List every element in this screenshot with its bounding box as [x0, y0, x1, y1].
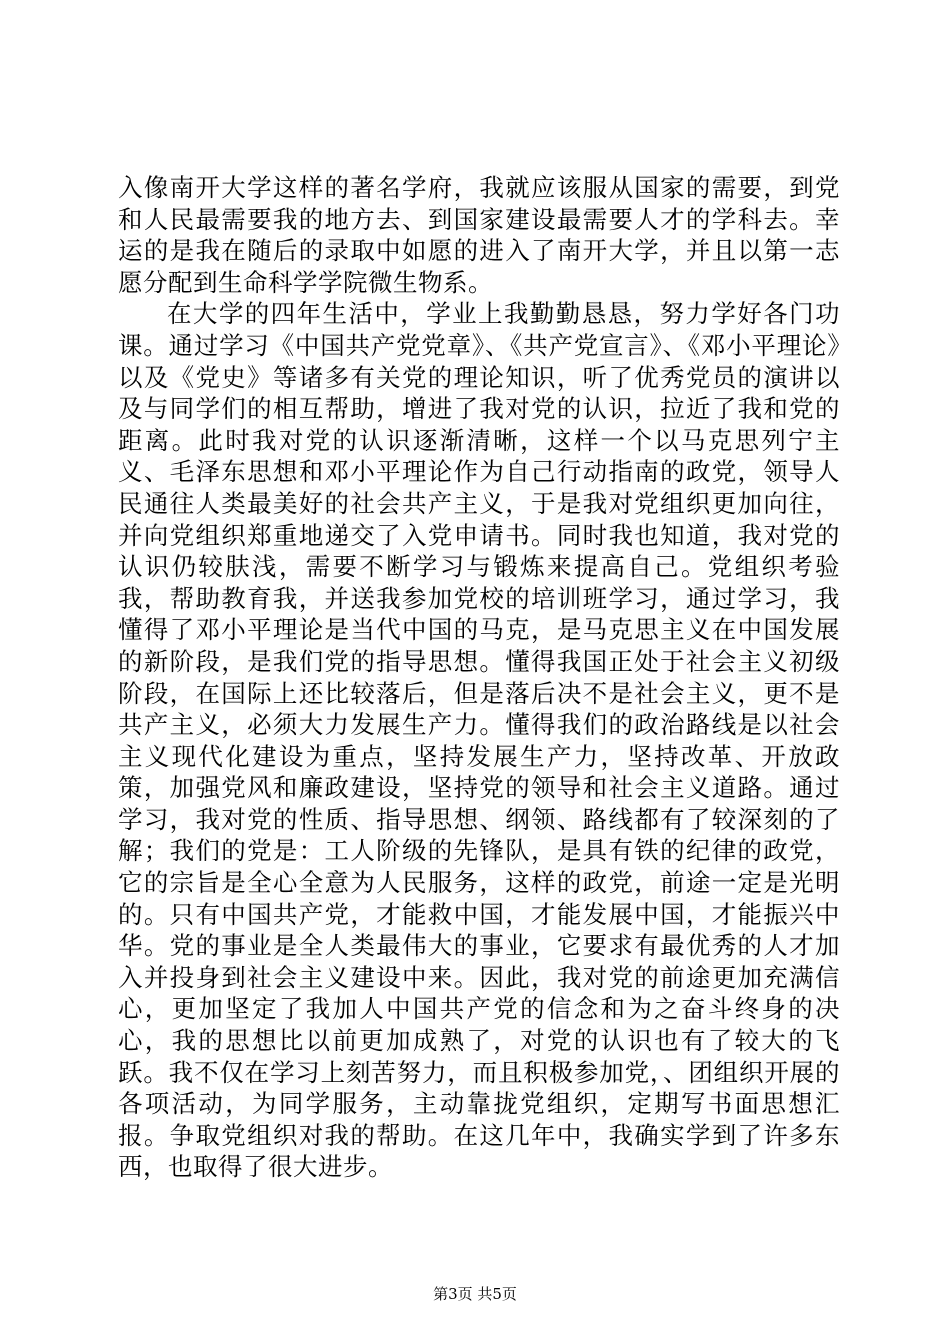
body-text: [118, 172, 840, 1183]
paragraph-university-life: 在大学的四年生活中，学业上我勤勤恳恳，努力学好各门功课。通过学习《中国共产党党章》、《共产党宣言》、《邓小平理论》以及《党史》等诸多有关党的理论知识，听了优秀党员的演讲以及与同学们的相互帮助，增进了我对党的认识，拉近了我和党的距离。此时我对党的认识逐渐清晰，这样一个以马克思列宁主义、毛泽东思想和邓小平理论作为自己行动指南的政党，领导人民通往人类最美好的社会共产主义，于是我对党组织更加向往，并向党组织郑重地递交了入党申请书。同时我也知道，我对党的认识仍较肤浅，需要不断学习与锻炼来提高自己。党组织考验我，帮助教育我，并送我参加党校的培训班学习，通过学习，我懂得了邓小平理论是当代中国的马克，是马克思主义在中国发展的新阶段，是我们党的指导思想。懂得我国正处于社会主义初级阶段，在国际上还比较落后，但是落后决不是社会主义，更不是共产主义，必须大力发展生产力。懂得我们的政治路线是以社会主义现代化建设为重点，坚持发展生产力，坚持改革、开放政策，加强党风和廉政建设，坚持党的领导和社会主义道路。通过学习，我对党的性质、指导思想、纲领、路线都有了较深刻的了解；我们的党是：工人阶级的先锋队，是具有铁的纪律的政党，它的宗旨是全心全意为人民服务，这样的政党，前途一定是光明的。只有中国共产党，才能救中国，才能发展中国，才能振兴中华。党的事业是全人类最伟大的事业，它要求有最优秀的人才加入并投身到社会主义建设中来。因此，我对党的前途更加充满信心，更加坚定了我加人中国共产党的信念和为之奋斗终身的决心，我的思想比以前更加成熟了，对党的认识也有了较大的飞跃。我不仅在学习上刻苦努力，而且积极参加党，、团组织开展的各项活动，为同学服务，主动靠拢党组织，定期写书面思想汇报。争取党组织对我的帮助。在这几年中，我确实学到了许多东西，也取得了很大进步。: [118, 299, 840, 1182]
paragraph-continuation: 入像南开大学这样的著名学府，我就应该服从国家的需要，到党和人民最需要我的地方去、到国家建设最需要人才的学科去。幸运的是我在随后的录取中如愿的进入了南开大学，并且以第一志愿分配到生命科学学院微生物系。: [118, 173, 840, 297]
page-footer: 第3页 共5页: [433, 1285, 517, 1303]
